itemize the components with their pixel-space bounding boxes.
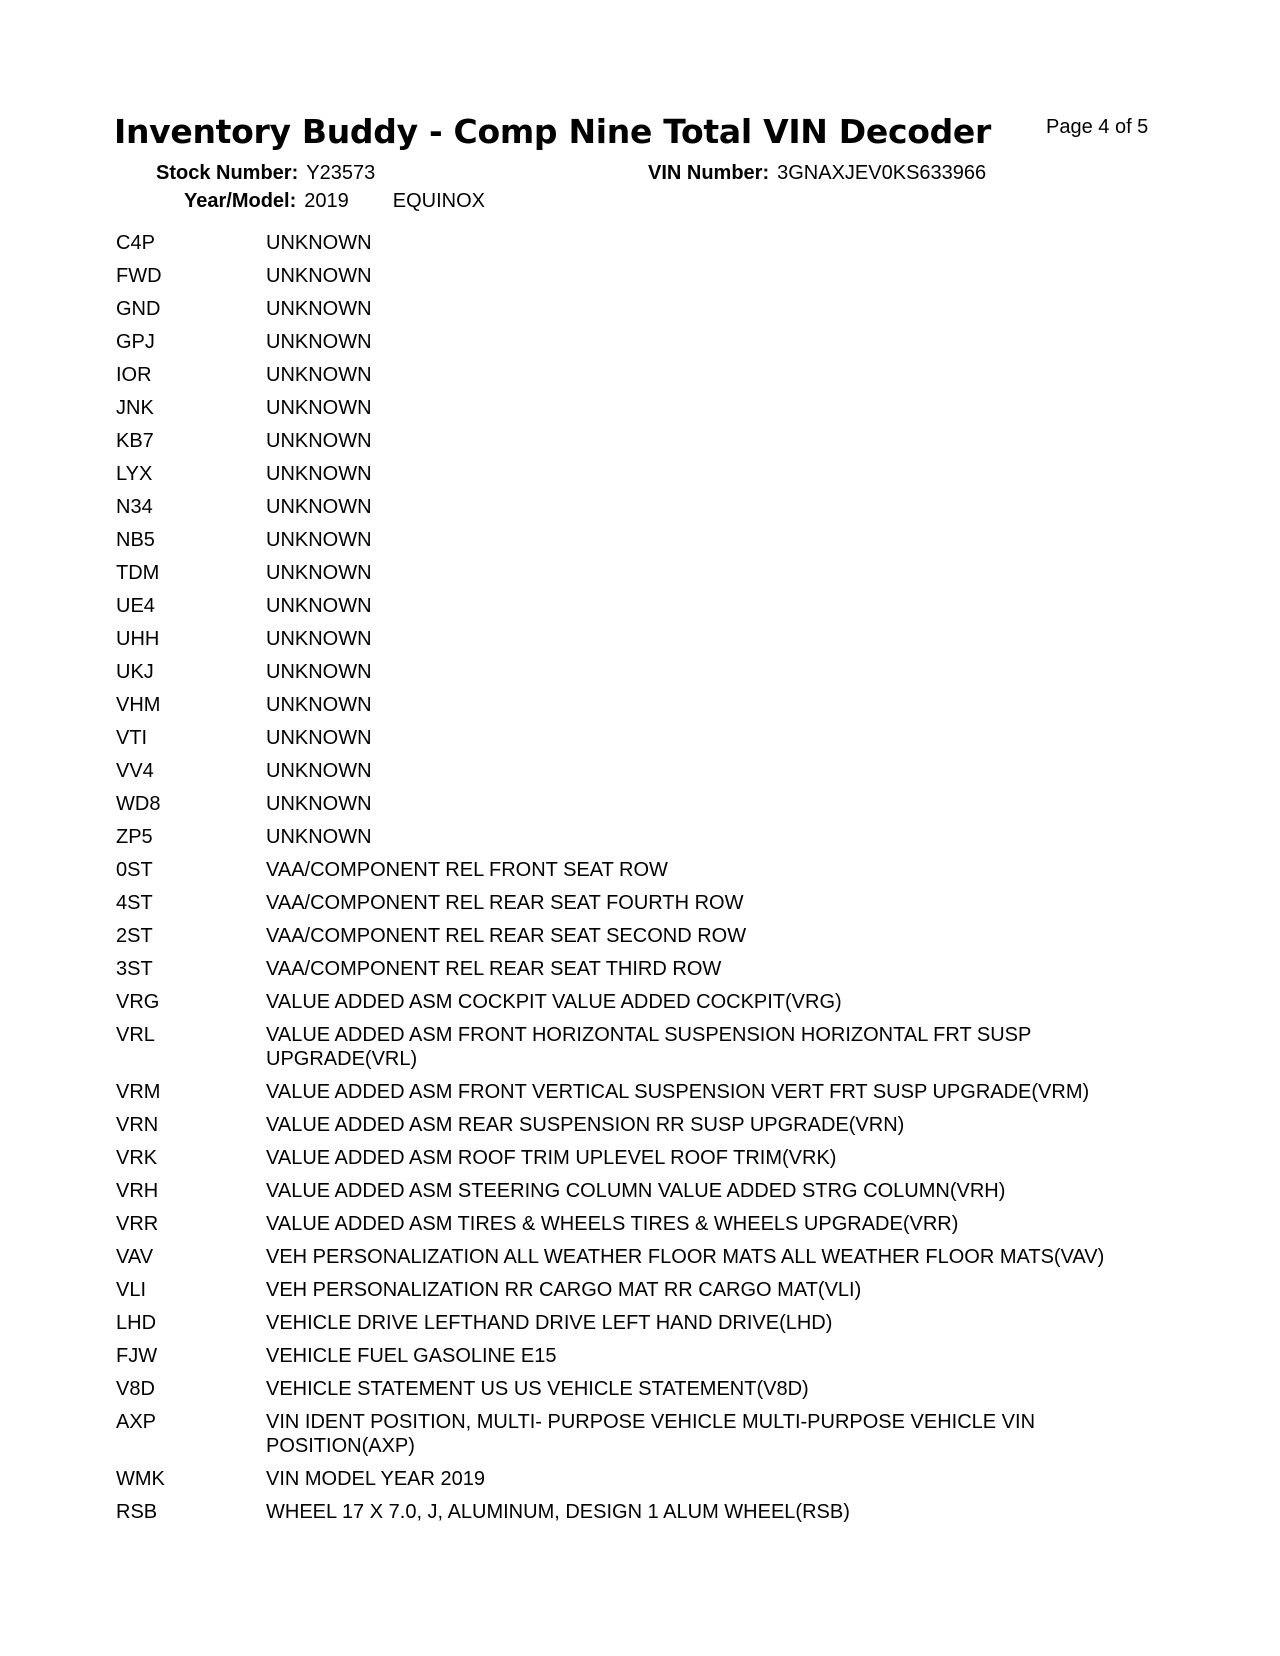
option-description: UNKNOWN [266, 331, 372, 353]
option-description: UNKNOWN [266, 727, 372, 749]
option-description: UNKNOWN [266, 463, 372, 485]
option-row [116, 1179, 1176, 1203]
option-description: VEH PERSONALIZATION ALL WEATHER FLOOR MATS ALL WEATHER FLOOR MATS(VAV) [266, 1246, 1105, 1268]
option-row [116, 1344, 1176, 1368]
option-description: VALUE ADDED ASM STEERING COLUMN VALUE ADDED STRG COLUMN(VRH) [266, 1180, 1006, 1202]
option-description: VAA/COMPONENT REL FRONT SEAT ROW [266, 859, 668, 881]
option-row [116, 957, 1176, 981]
option-description: UNKNOWN [266, 628, 372, 650]
option-description: VALUE ADDED ASM TIRES & WHEELS TIRES & WHEELS UPGRADE(VRR) [266, 1213, 959, 1235]
option-description: UNKNOWN [266, 661, 372, 683]
option-code: N34 [116, 496, 153, 518]
option-description: VEHICLE DRIVE LEFTHAND DRIVE LEFT HAND DRIVE(LHD) [266, 1312, 833, 1334]
option-row [116, 1212, 1176, 1236]
option-code: ZP5 [116, 826, 153, 848]
option-code: 4ST [116, 892, 153, 914]
option-code: C4P [116, 232, 155, 254]
option-code: VTI [116, 727, 148, 749]
option-code: KB7 [116, 430, 154, 452]
option-row [116, 1410, 1176, 1458]
option-code: VV4 [116, 760, 154, 782]
option-code: UE4 [116, 595, 155, 617]
vin-number-row [648, 162, 986, 185]
option-description: UNKNOWN [266, 793, 372, 815]
option-code: LHD [116, 1312, 157, 1334]
option-row [116, 1278, 1176, 1302]
option-description: VIN MODEL YEAR 2019 [266, 1468, 485, 1490]
model-year-value: 2019 [304, 190, 349, 212]
option-row [116, 1245, 1176, 1269]
stock-number-row [156, 162, 375, 185]
option-row [116, 726, 1176, 750]
option-code: IOR [116, 364, 152, 386]
vin-number-value: 3GNAXJEV0KS633966 [777, 162, 987, 184]
option-description: UNKNOWN [266, 826, 372, 848]
page-indicator: Page 4 of 5 [1046, 116, 1149, 138]
option-code: VRR [116, 1213, 159, 1235]
option-code: UKJ [116, 661, 154, 683]
option-description: UNKNOWN [266, 232, 372, 254]
option-description: VEH PERSONALIZATION RR CARGO MAT RR CARGO MAT(VLI) [266, 1279, 862, 1301]
option-code: VRM [116, 1081, 161, 1103]
option-row [116, 627, 1176, 651]
option-code: 3ST [116, 958, 153, 980]
option-code: AXP [116, 1411, 157, 1433]
option-description: VALUE ADDED ASM ROOF TRIM UPLEVEL ROOF TRIM(VRK) [266, 1147, 837, 1169]
option-row [116, 396, 1176, 420]
option-code: VRK [116, 1147, 158, 1169]
option-code: FWD [116, 265, 162, 287]
option-row [116, 891, 1176, 915]
option-row [116, 231, 1176, 255]
option-description: UNKNOWN [266, 298, 372, 320]
option-description: UNKNOWN [266, 430, 372, 452]
option-row [116, 297, 1176, 321]
option-row [116, 924, 1176, 948]
option-code: NB5 [116, 529, 155, 551]
year-model-label: Year/Model: [184, 190, 297, 212]
option-code: TDM [116, 562, 160, 584]
option-code: WD8 [116, 793, 161, 815]
option-code: 0ST [116, 859, 153, 881]
option-row [116, 759, 1176, 783]
option-description: VALUE ADDED ASM FRONT VERTICAL SUSPENSION VERT FRT SUSP UPGRADE(VRM) [266, 1081, 1090, 1103]
option-description: VALUE ADDED ASM FRONT HORIZONTAL SUSPENSION HORIZONTAL FRT SUSP UPGRADE(VRL) [266, 1024, 1031, 1070]
option-description: VIN IDENT POSITION, MULTI- PURPOSE VEHICLE MULTI-PURPOSE VEHICLE VIN POSITION(AXP) [266, 1411, 1036, 1457]
option-row [116, 1311, 1176, 1335]
option-description: UNKNOWN [266, 397, 372, 419]
option-description: UNKNOWN [266, 364, 372, 386]
option-code: LYX [116, 463, 153, 485]
model-name-value: EQUINOX [392, 190, 486, 212]
option-description: UNKNOWN [266, 265, 372, 287]
option-description: UNKNOWN [266, 529, 372, 551]
option-code: UHH [116, 628, 160, 650]
option-description: VAA/COMPONENT REL REAR SEAT THIRD ROW [266, 958, 722, 980]
option-code: V8D [116, 1378, 155, 1400]
option-code: VRH [116, 1180, 159, 1202]
option-code: VAV [116, 1246, 154, 1268]
document-title: Inventory Buddy - Comp Nine Total VIN Decoder [114, 112, 991, 151]
option-code: VLI [116, 1279, 147, 1301]
option-description: VEHICLE FUEL GASOLINE E15 [266, 1345, 557, 1367]
option-code: VRL [116, 1024, 155, 1046]
option-row [116, 792, 1176, 816]
option-description: UNKNOWN [266, 562, 372, 584]
option-code: FJW [116, 1345, 158, 1367]
stock-number-label: Stock Number: [156, 162, 299, 184]
option-code: VRG [116, 991, 160, 1013]
option-row [116, 858, 1176, 882]
option-row [116, 495, 1176, 519]
vin-number-label: VIN Number: [648, 162, 770, 184]
year-model-row [184, 190, 485, 213]
option-row [116, 429, 1176, 453]
option-row [116, 825, 1176, 849]
option-description: VEHICLE STATEMENT US US VEHICLE STATEMENT(V8D) [266, 1378, 809, 1400]
option-code: GPJ [116, 331, 155, 353]
option-description: WHEEL 17 X 7.0, J, ALUMINUM, DESIGN 1 ALUM WHEEL(RSB) [266, 1501, 850, 1523]
option-description: VALUE ADDED ASM COCKPIT VALUE ADDED COCKPIT(VRG) [266, 991, 842, 1013]
option-row [116, 528, 1176, 552]
option-row [116, 1500, 1176, 1524]
option-row [116, 1080, 1176, 1104]
option-description: UNKNOWN [266, 595, 372, 617]
option-row [116, 330, 1176, 354]
option-row [116, 990, 1176, 1014]
option-row [116, 594, 1176, 618]
stock-number-value: Y23573 [306, 162, 376, 184]
option-code: RSB [116, 1501, 158, 1523]
option-row [116, 660, 1176, 684]
option-row [116, 1113, 1176, 1137]
option-description: VAA/COMPONENT REL REAR SEAT FOURTH ROW [266, 892, 744, 914]
option-row [116, 1467, 1176, 1491]
option-code: VHM [116, 694, 161, 716]
option-row [116, 693, 1176, 717]
option-code: JNK [116, 397, 154, 419]
option-code: VRN [116, 1114, 159, 1136]
option-row [116, 1023, 1176, 1071]
option-code: WMK [116, 1468, 165, 1490]
option-code-list [116, 231, 1176, 1533]
option-description: UNKNOWN [266, 760, 372, 782]
option-row [116, 1377, 1176, 1401]
option-row [116, 1146, 1176, 1170]
option-description: UNKNOWN [266, 694, 372, 716]
option-description: VAA/COMPONENT REL REAR SEAT SECOND ROW [266, 925, 747, 947]
option-row [116, 561, 1176, 585]
option-description: VALUE ADDED ASM REAR SUSPENSION RR SUSP UPGRADE(VRN) [266, 1114, 905, 1136]
option-code: GND [116, 298, 161, 320]
option-row [116, 264, 1176, 288]
option-row [116, 462, 1176, 486]
option-code: 2ST [116, 925, 153, 947]
option-description: UNKNOWN [266, 496, 372, 518]
option-row [116, 363, 1176, 387]
